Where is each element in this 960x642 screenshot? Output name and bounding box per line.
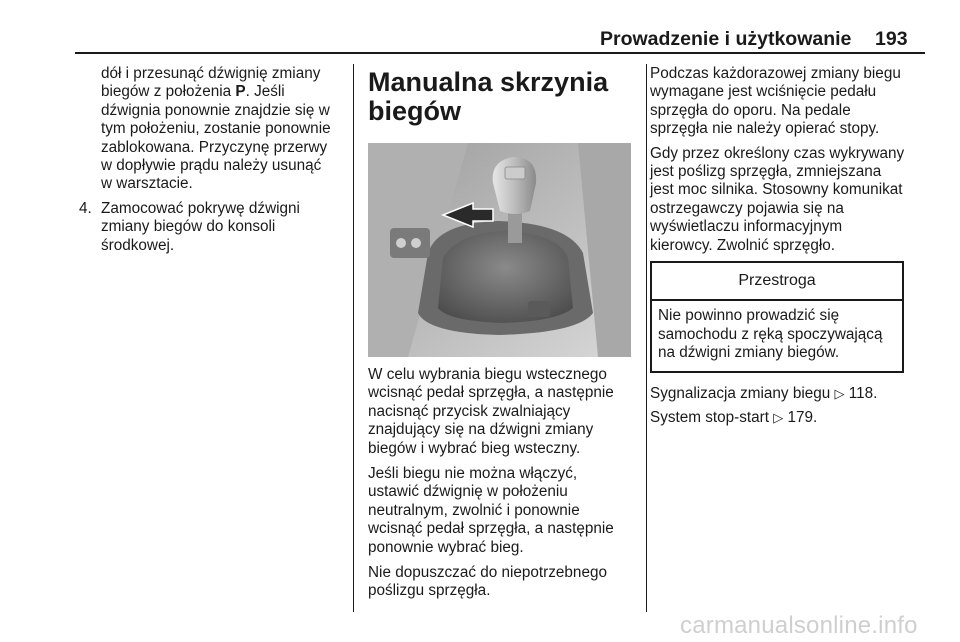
paragraph: Jeśli biegu nie można włączyć, ustawić dźwignię w położeniu neutralnym, zwolnić i ponownie wcisnąć pedał sprzęgła, a następnie ponownie wybrać bieg. (368, 465, 614, 556)
watermark: carmanualsonline.info (680, 612, 918, 639)
paragraph: Gdy przez określony czas wykrywany jest poślizg sprzęgła, zmniejszana jest moc silnika. Stosowny komunikat ostrzegawczy pojawia się na wyświetlaczu informacyjnym kierowcy. Zwolnić sprzęgło. (650, 144, 905, 254)
column-divider-right (646, 64, 647, 612)
section-title: Manualna skrzynia biegów (368, 67, 609, 126)
header-title: Prowadzenie i użytkowanie (600, 28, 852, 50)
gear-position-p: P (235, 83, 246, 101)
caution-title: Przestroga (652, 263, 902, 301)
column-1 (79, 65, 341, 261)
caution-box (650, 261, 904, 373)
column-3 (650, 65, 926, 434)
column-2 (368, 68, 630, 357)
caution-text: Nie powinno prowadzić się samochodu z ręką spoczywającą na dźwigni zmiany biegów. (658, 307, 883, 362)
column-divider-left (353, 64, 354, 612)
gear-lever-figure (368, 143, 631, 357)
gear-lever-illustration (368, 143, 631, 357)
paragraph: Podczas każdorazowej zmiany biegu wymagane jest wciśnięcie pedału sprzęgła do oporu. Na pedale sprzęgła nie należy opierać stopy. (650, 65, 901, 138)
column-2-body (368, 366, 638, 608)
paragraph: W celu wybrania biegu wstecznego wcisnąć pedał sprzęgła, a następnie nacisnąć przycisk zwalniający znajdujący się na dźwigni zmiany biegów i wybrać bieg wsteczny. (368, 366, 614, 457)
cross-reference: System stop-start ▷ 179. (650, 409, 818, 427)
paragraph: Nie dopuszczać do niepotrzebnego poślizgu sprzęgła. (368, 564, 607, 600)
header-rule (75, 52, 925, 54)
triangle-right-icon: ▷ (773, 410, 784, 426)
triangle-right-icon: ▷ (834, 385, 845, 401)
page-number: 193 (875, 28, 908, 50)
cross-reference: Sygnalizacja zmiany biegu ▷ 118. (650, 384, 878, 402)
continued-item-text: dół i przesunąć dźwignię zmiany biegów z położenia P. Jeśli dźwignia ponownie znajdzie się w tym położeniu, zostanie ponownie zablokowana. Przyczynę przerwy w dopływie prądu należy usunąć w warsztacie. (101, 65, 331, 193)
list-item-4: 4. Zamocować pokrywę dźwigni zmiany biegów do konsoli środkowej. (79, 199, 300, 254)
list-number: 4. (79, 199, 92, 217)
